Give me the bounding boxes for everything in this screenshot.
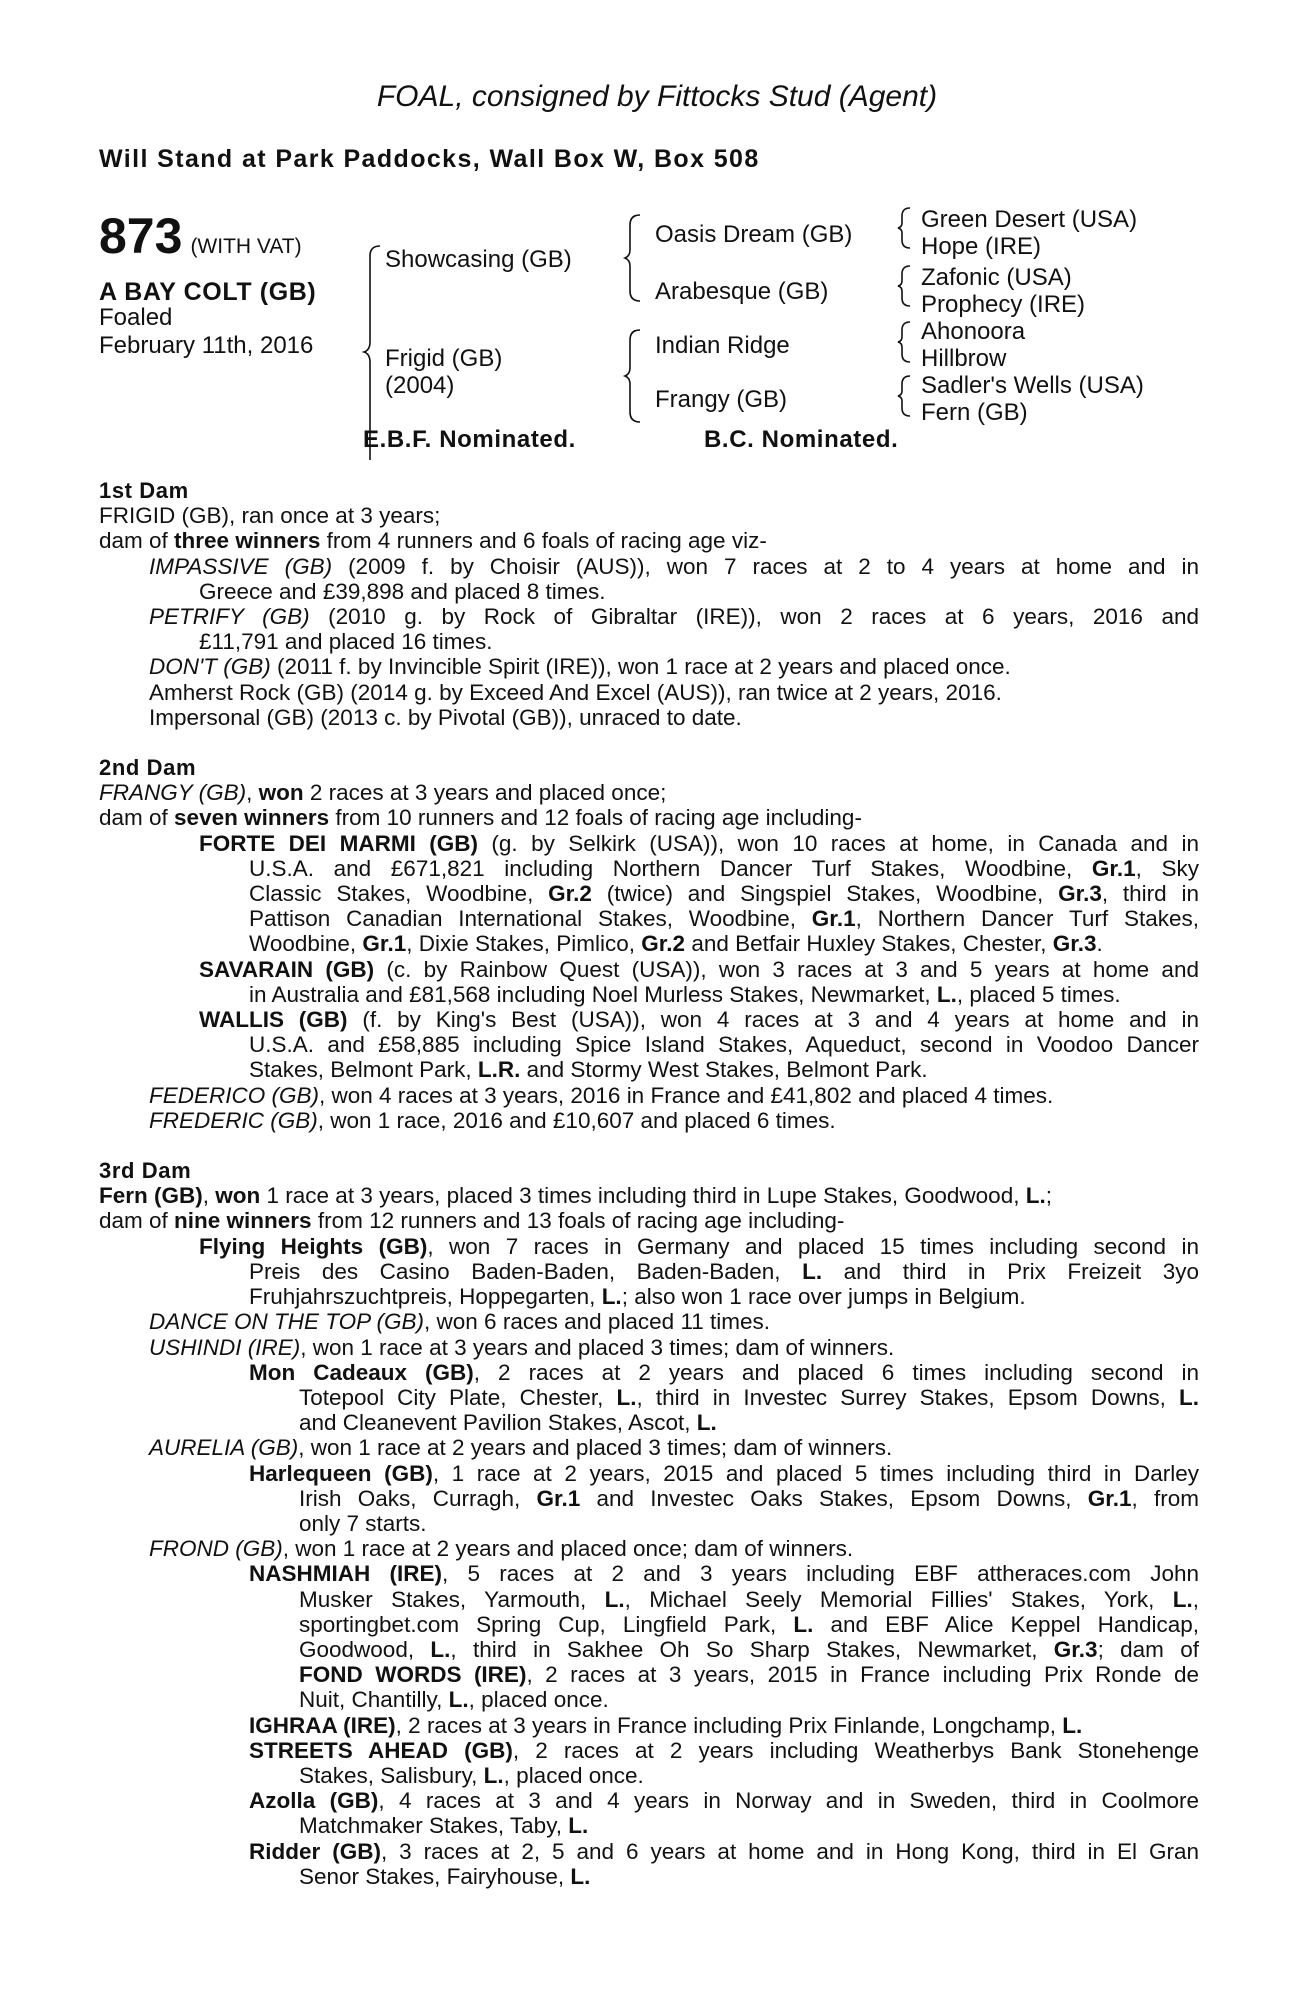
lot-number: 873	[99, 208, 183, 264]
section-gap	[99, 730, 1199, 755]
gg-sire-sire-dam: Hope (IRE)	[921, 233, 1042, 260]
produce-entry-cont: Classic Stakes, Woodbine, Gr.2 (twice) and Singspiel Stakes, Woodbine, Gr.3, third in	[249, 881, 1199, 907]
foaled-label: Foaled	[99, 304, 173, 331]
produce-entry-cont: Nuit, Chantilly, L., placed once.	[299, 1687, 609, 1713]
produce-entry-cont: Senor Stakes, Fairyhouse, L.	[299, 1863, 591, 1889]
dam-line: FRIGID (GB), ran once at 3 years;	[99, 503, 441, 529]
brace-dam	[625, 330, 640, 422]
produce-entry: PETRIFY (GB) (2010 g. by Rock of Gibraltar (IRE)), won 2 races at 6 years, 2016 and	[149, 604, 1199, 630]
produce-summary: dam of seven winners from 10 runners and 12 foals of racing age including-	[99, 805, 862, 831]
produce-entry: FEDERICO (GB), won 4 races at 3 years, 2016 in France and £41,802 and placed 4 times.	[149, 1082, 1054, 1108]
produce-entry: Harlequeen (GB), 1 race at 2 years, 2015 and placed 5 times including third in Darley	[249, 1460, 1199, 1486]
dam-line: Fern (GB), won 1 race at 3 years, placed 3 times including third in Lupe Stakes, Goodwood, L.;	[99, 1183, 1052, 1209]
section-heading: 3rd Dam	[99, 1158, 192, 1184]
produce-entry: DANCE ON THE TOP (GB), won 6 races and placed 11 times.	[149, 1309, 771, 1335]
produce-entry-cont: Totepool City Plate, Chester, L., third in Investec Surrey Stakes, Epsom Downs, L.	[299, 1384, 1199, 1410]
produce-entry-cont: Goodwood, L., third in Sakhee Oh So Sharp Stakes, Newmarket, Gr.3; dam of	[299, 1636, 1199, 1662]
produce-entry: Mon Cadeaux (GB), 2 races at 2 years and placed 6 times including second in	[249, 1359, 1199, 1385]
produce-entry-cont: U.S.A. and £58,885 including Spice Island Stakes, Aqueduct, second in Voodoo Dancer	[249, 1032, 1199, 1058]
produce-entry-cont: Irish Oaks, Curragh, Gr.1 and Investec Oaks Stakes, Epsom Downs, Gr.1, from	[299, 1485, 1199, 1511]
produce-entry: DON'T (GB) (2011 f. by Invincible Spirit (IRE)), won 1 race at 2 years and placed once.	[149, 654, 1011, 680]
produce-entry-cont: FOND WORDS (IRE), 2 races at 3 years, 2015 in France including Prix Ronde de	[299, 1662, 1199, 1688]
produce-entry: Impersonal (GB) (2013 c. by Pivotal (GB)), unraced to date.	[149, 704, 742, 730]
section-heading: 1st Dam	[99, 478, 189, 503]
brace-ss	[898, 208, 910, 248]
produce-summary: dam of nine winners from 12 runners and 13 foals of racing age including-	[99, 1208, 845, 1234]
lot-title: A BAY COLT (GB)	[99, 278, 317, 306]
produce-entry-cont: Stakes, Belmont Park, L.R. and Stormy West Stakes, Belmont Park.	[249, 1057, 928, 1083]
produce-entry: FROND (GB), won 1 race at 2 years and placed once; dam of winners.	[149, 1536, 854, 1562]
dam-year: (2004)	[385, 372, 455, 399]
produce-entry-cont: £11,791 and placed 16 times.	[199, 629, 493, 655]
catalogue-body	[99, 478, 1199, 1889]
produce-entry-cont: Matchmaker Stakes, Taby, L.	[299, 1813, 589, 1839]
produce-entry-cont: Greece and £39,898 and placed 8 times.	[199, 578, 606, 604]
produce-entry-cont: in Australia and £81,568 including Noel Murless Stakes, Newmarket, L., placed 5 times.	[249, 981, 1121, 1007]
produce-entry: Flying Heights (GB), won 7 races in Germany and placed 15 times including second in	[199, 1233, 1199, 1259]
produce-entry: Ridder (GB), 3 races at 2, 5 and 6 years at home and in Hong Kong, third in El Gran	[249, 1838, 1199, 1864]
produce-entry-cont: Musker Stakes, Yarmouth, L., Michael Seely Memorial Fillies' Stakes, York, L.,	[299, 1586, 1200, 1612]
produce-entry: NASHMIAH (IRE), 5 races at 2 and 3 years including EBF attheraces.com John	[249, 1561, 1199, 1587]
produce-entry: USHINDI (IRE), won 1 race at 3 years and placed 3 times; dam of winners.	[149, 1334, 895, 1360]
third-dam-section	[99, 1158, 1199, 1889]
gg-dam-sire-sire: Ahonoora	[921, 318, 1026, 345]
gg-dam-dam-dam: Fern (GB)	[921, 399, 1028, 426]
dam-sire: Indian Ridge	[655, 332, 790, 359]
section-gap	[99, 1133, 1199, 1158]
gg-sire-dam-dam: Prophecy (IRE)	[921, 291, 1086, 318]
gg-sire-sire-sire: Green Desert (USA)	[921, 206, 1138, 233]
section-heading: 2nd Dam	[99, 755, 197, 781]
produce-entry: AURELIA (GB), won 1 race at 2 years and placed 3 times; dam of winners.	[149, 1435, 893, 1461]
gg-dam-sire-dam: Hillbrow	[921, 345, 1007, 372]
consignment-line: FOAL, consigned by Fittocks Stud (Agent)	[376, 80, 938, 113]
produce-entry: FORTE DEI MARMI (GB) (g. by Selkirk (USA)), won 10 races at home, in Canada and in	[199, 830, 1200, 856]
produce-summary: dam of three winners from 4 runners and 6 foals of racing age viz-	[99, 528, 767, 554]
gg-sire-dam-sire: Zafonic (USA)	[921, 264, 1072, 291]
produce-entry-cont: Fruhjahrszuchtpreis, Hoppegarten, L.; also won 1 race over jumps in Belgium.	[249, 1284, 1026, 1310]
produce-entry-cont: Stakes, Salisbury, L., placed once.	[299, 1762, 644, 1788]
produce-entry: Amherst Rock (GB) (2014 g. by Exceed And Excel (AUS)), ran twice at 2 years, 2016.	[149, 679, 1002, 705]
first-dam-section	[99, 478, 1199, 730]
bc-nominated: B.C. Nominated.	[704, 426, 899, 453]
produce-entry: Azolla (GB), 4 races at 3 and 4 years in Norway and in Sweden, third in Coolmore	[249, 1788, 1199, 1814]
produce-entry: IMPASSIVE (GB) (2009 f. by Choisir (AUS)), won 7 races at 2 to 4 years at home and in	[149, 553, 1199, 579]
sire-sire: Oasis Dream (GB)	[655, 221, 853, 248]
brace-dd	[898, 376, 910, 416]
produce-entry: STREETS AHEAD (GB), 2 races at 2 years including Weatherbys Bank Stonehenge	[249, 1737, 1200, 1763]
produce-entry-cont: sportingbet.com Spring Cup, Lingfield Park, L. and EBF Alice Keppel Handicap,	[299, 1611, 1199, 1637]
foaled-date: February 11th, 2016	[99, 332, 314, 359]
sire-dam: Arabesque (GB)	[655, 278, 829, 305]
produce-entry: WALLIS (GB) (f. by King's Best (USA)), won 4 races at 3 and 4 years at home and in	[199, 1007, 1199, 1033]
brace-ds	[898, 322, 910, 362]
dam-dam: Frangy (GB)	[655, 386, 788, 413]
brace-sd	[898, 266, 910, 306]
dam-line: FRANGY (GB), won 2 races at 3 years and placed once;	[99, 780, 667, 806]
produce-entry: SAVARAIN (GB) (c. by Rainbow Quest (USA)), won 3 races at 3 and 5 years at home and	[199, 956, 1199, 982]
dam-name: Frigid (GB)	[385, 345, 503, 372]
sire-name: Showcasing (GB)	[385, 246, 572, 273]
produce-entry-cont: Preis des Casino Baden-Baden, Baden-Baden, L. and third in Prix Freizeit 3yo	[249, 1258, 1199, 1284]
produce-entry: IGHRAA (IRE), 2 races at 3 years in France including Prix Finlande, Longchamp, L.	[249, 1712, 1083, 1738]
brace-sire	[625, 215, 640, 301]
gg-dam-dam-sire: Sadler's Wells (USA)	[921, 372, 1144, 399]
produce-entry-cont: only 7 starts.	[299, 1510, 427, 1536]
produce-entry-cont: and Cleanevent Pavilion Stakes, Ascot, L.	[299, 1410, 717, 1436]
vat-label: (WITH VAT)	[190, 235, 302, 258]
produce-entry-cont: Pattison Canadian International Stakes, Woodbine, Gr.1, Northern Dancer Turf Stakes,	[249, 906, 1200, 932]
stand-location: Will Stand at Park Paddocks, Wall Box W, Box 508	[99, 145, 760, 173]
produce-entry-cont: Woodbine, Gr.1, Dixie Stakes, Pimlico, Gr.2 and Betfair Huxley Stakes, Chester, Gr.3.	[249, 931, 1103, 957]
second-dam-section	[99, 755, 1199, 1133]
produce-entry: FREDERIC (GB), won 1 race, 2016 and £10,607 and placed 6 times.	[149, 1107, 836, 1133]
produce-entry-cont: U.S.A. and £671,821 including Northern Dancer Turf Stakes, Woodbine, Gr.1, Sky	[249, 855, 1199, 881]
ebf-nominated: E.B.F. Nominated.	[363, 426, 576, 453]
